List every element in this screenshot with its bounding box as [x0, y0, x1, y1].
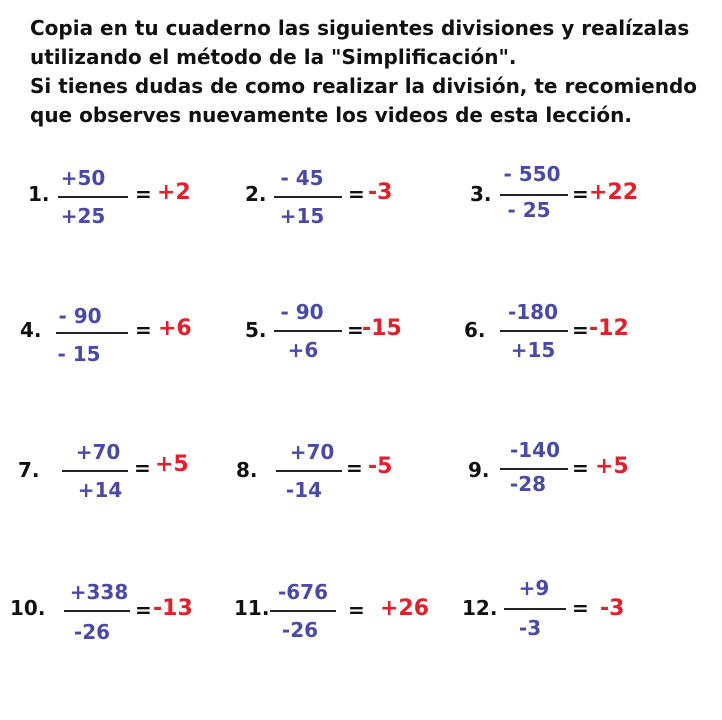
denominator: +6: [287, 338, 319, 362]
equals-sign: =: [572, 182, 589, 206]
instructions: [30, 14, 710, 130]
problem-number: 2.: [245, 182, 267, 206]
problem-number: 12.: [462, 596, 498, 620]
problem-8: [232, 436, 462, 516]
fraction-line: [58, 196, 128, 198]
fraction-line: [64, 610, 130, 612]
numerator: +70: [75, 440, 121, 464]
denominator: -26: [281, 618, 319, 642]
numerator: +338: [69, 580, 129, 604]
result: -15: [362, 316, 402, 341]
denominator: -3: [518, 616, 542, 640]
problem-9: [464, 436, 694, 516]
numerator: +9: [518, 576, 550, 600]
numerator: +50: [60, 166, 106, 190]
numerator: - 45: [280, 166, 324, 190]
problem-number: 4.: [20, 318, 42, 342]
problem-3: [466, 160, 696, 240]
equals-sign: =: [348, 182, 365, 206]
numerator: - 550: [503, 162, 561, 186]
result: +2: [157, 180, 191, 205]
numerator: - 90: [280, 300, 324, 324]
problem-12: [460, 578, 690, 658]
fraction-line: [500, 468, 568, 470]
denominator: -26: [73, 620, 111, 644]
instructions-line-2: utilizando el método de la "Simplificación".: [30, 45, 517, 69]
denominator: -14: [285, 478, 323, 502]
problem-number: 7.: [18, 458, 40, 482]
problem-number: 1.: [28, 182, 50, 206]
result: +26: [380, 596, 430, 621]
equals-sign: =: [135, 598, 152, 622]
fraction-line: [276, 470, 342, 472]
problem-11: [232, 578, 462, 658]
equals-sign: =: [572, 596, 589, 620]
problem-number: 9.: [468, 458, 490, 482]
problem-2: [240, 160, 470, 240]
fraction-line: [274, 330, 342, 332]
equals-sign: =: [135, 318, 152, 342]
equals-sign: =: [347, 318, 364, 342]
problem-number: 6.: [464, 318, 486, 342]
instructions-line-4: que observes nuevamente los videos de esta lección.: [30, 103, 632, 127]
denominator: +15: [510, 338, 556, 362]
result: +22: [589, 180, 639, 205]
problem-number: 10.: [10, 596, 46, 620]
problem-number: 8.: [236, 458, 258, 482]
result: +5: [155, 452, 189, 477]
denominator: +25: [60, 204, 106, 228]
problem-number: 3.: [470, 182, 492, 206]
problem-number: 11.: [234, 596, 270, 620]
result: +5: [595, 454, 629, 479]
problem-4: [0, 298, 230, 378]
problem-5: [240, 298, 470, 378]
equals-sign: =: [346, 456, 363, 480]
problem-10: [0, 578, 230, 658]
fraction-line: [274, 196, 342, 198]
problem-number: 5.: [245, 318, 267, 342]
denominator: +14: [77, 478, 123, 502]
numerator: -140: [509, 438, 561, 462]
problem-7: [0, 436, 230, 516]
fraction-line: [504, 608, 566, 610]
numerator: - 90: [58, 304, 102, 328]
problem-6: [462, 298, 692, 378]
equals-sign: =: [572, 456, 589, 480]
fraction-line: [270, 610, 336, 612]
fraction-line: [62, 470, 128, 472]
denominator: - 25: [507, 198, 551, 222]
result: -5: [368, 454, 393, 479]
instructions-line-3: Si tienes dudas de como realizar la división, te recomiendo: [30, 74, 698, 98]
result: +6: [158, 316, 192, 341]
fraction-line: [56, 332, 128, 334]
numerator: +70: [289, 440, 335, 464]
fraction-line: [500, 194, 568, 196]
denominator: - 15: [57, 342, 101, 366]
equals-sign: =: [134, 456, 151, 480]
equals-sign: =: [348, 598, 365, 622]
result: -13: [153, 596, 193, 621]
denominator: +15: [279, 204, 325, 228]
result: -3: [600, 596, 625, 621]
result: -12: [589, 316, 629, 341]
equals-sign: =: [572, 318, 589, 342]
denominator: -28: [509, 472, 547, 496]
result: -3: [368, 180, 393, 205]
problem-1: [0, 160, 230, 240]
instructions-line-1: Copia en tu cuaderno las siguientes divisiones y realízalas: [30, 16, 690, 40]
equals-sign: =: [135, 182, 152, 206]
fraction-line: [500, 330, 568, 332]
numerator: -180: [507, 300, 559, 324]
numerator: -676: [277, 580, 329, 604]
